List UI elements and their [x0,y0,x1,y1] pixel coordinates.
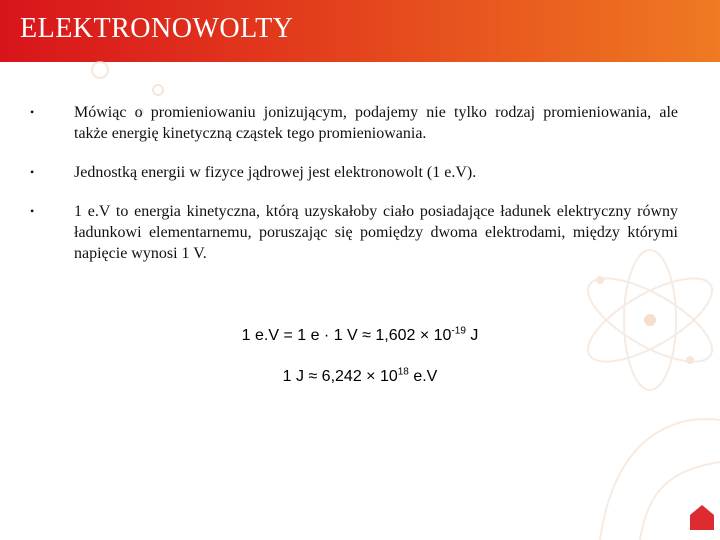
bullet-text: Mówiąc o promieniowaniu jonizującym, podajemy nie tylko rodzaj promieniowania, ale także energię kinetyczną cząstek tego promieniowania. [74,104,678,142]
formula-joule-to-ev [0,368,720,386]
slide-title: ELEKTRONOWOLTY [20,13,294,44]
bullet-text: Jednostką energii w fizyce jądrowej jest elektronowolt (1 e.V). [74,164,477,181]
bullet-list [28,102,678,282]
formula-exponent: -19 [451,325,466,337]
bullet-marker: • [30,204,35,218]
list-item [28,162,678,183]
formula-ev-to-joule [0,327,720,345]
formula-main: 1 e.V = 1 e · 1 V ≈ 1,602 × 10 [241,327,452,344]
corner-logo [690,505,714,530]
formula-unit: J [465,327,479,344]
formula-exponent: 18 [397,366,409,378]
bullet-marker: • [30,105,35,119]
bullet-text: 1 e.V to energia kinetyczna, którą uzyskałoby ciało posiadające ładunek elektryczny równy ładunkowi elementarnemu, poruszając się pomiędzy dwoma elektrodami, między którymi napięcie wynosi 1 V. [74,203,678,262]
bullet-marker: • [30,165,35,179]
list-item [28,201,678,264]
formula-main: 1 J ≈ 6,242 × 10 [282,368,398,385]
formula-unit: e.V [408,368,438,385]
title-bar [0,0,720,62]
list-item [28,102,678,144]
